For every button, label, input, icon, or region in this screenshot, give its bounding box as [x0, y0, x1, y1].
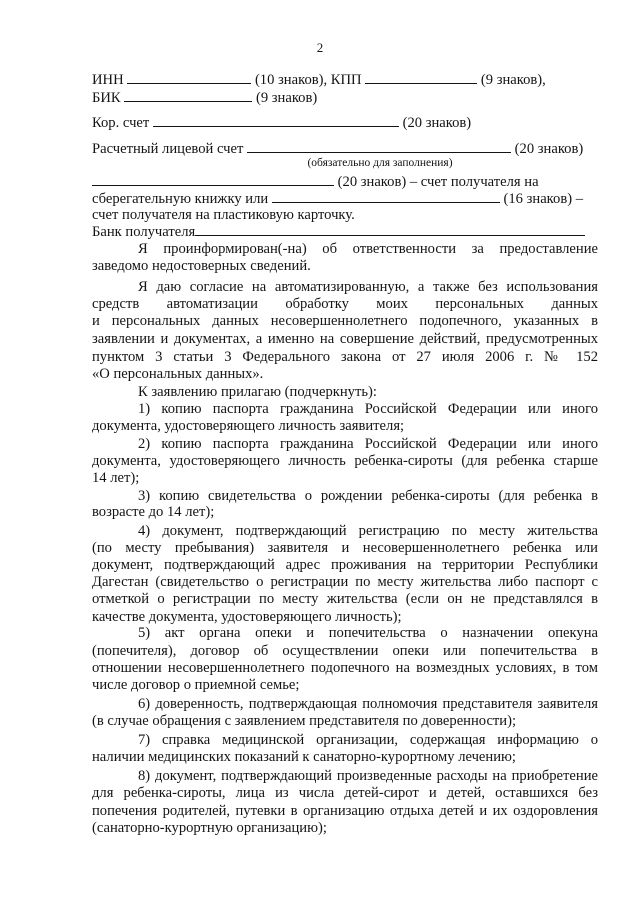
inn-label: ИНН	[92, 72, 128, 88]
body-line: наличии медицинских показаний к санаторно-курортному лечению;	[92, 749, 516, 765]
body-line: 1) копию паспорта гражданина Российской Федерации или иного	[138, 401, 598, 417]
savings-book-label: сберегательную книжку или	[92, 191, 272, 207]
body-line: отношении несовершеннолетнего подопечного на возмездных условиях, в том	[92, 660, 598, 676]
body-line: 5) акт органа опеки и попечительства о назначении опекуна	[138, 625, 598, 641]
body-line: (санаторно-курортную организацию);	[92, 820, 327, 836]
bank-field[interactable]	[195, 222, 585, 236]
required-note: (обязательно для заполнения)	[307, 157, 453, 169]
body-line: 4) документ, подтверждающий регистрацию по месту жительства	[138, 523, 598, 539]
kor-field[interactable]	[153, 113, 399, 127]
body-line: средств автоматизации обработку моих персональных данных	[92, 296, 598, 312]
body-line: отметкой о регистрации по месту жительства (если он не представлялся в	[92, 591, 598, 607]
body-line: числе договор о приемной семье;	[92, 677, 300, 693]
body-line: 14 лет);	[92, 470, 140, 486]
body-line: «О персональных данных».	[92, 366, 264, 382]
body-line: пунктом 3 статьи 3 Федерального закона от 27 июля 2006 г. № 152	[92, 349, 598, 365]
body-line: и персональных данных несовершеннолетнего подопечного, указанных в	[92, 313, 598, 329]
rasch-field[interactable]	[247, 139, 511, 153]
card-length-label: (16 знаков) –	[503, 191, 584, 207]
bik-length-label: (9 знаков)	[255, 90, 318, 106]
body-line: К заявлению прилагаю (подчеркнуть):	[138, 384, 377, 400]
body-line: 7) справка медицинской организации, содержащая информацию о	[138, 732, 598, 748]
body-line: Я проинформирован(-на) об ответственности за предоставление	[138, 241, 598, 257]
savings-line-text: (20 знаков) – счет получателя на	[337, 174, 539, 190]
body-line: заведомо недостоверных сведений.	[92, 258, 311, 274]
inn-kpp-line	[92, 70, 598, 89]
rasch-label: Расчетный лицевой счет	[92, 141, 248, 157]
body-line: 6) доверенность, подтверждающая полномочия представителя заявителя	[138, 696, 598, 712]
body-line: попечения родителей, путевки в организацию отдыха детей и их оздоровления	[92, 803, 598, 819]
kor-label: Кор. счет	[92, 115, 153, 131]
kpp-length-label: (9 знаков),	[480, 72, 546, 88]
inn-kpp-label: (10 знаков), КПП	[254, 72, 366, 88]
body-line: документа, удостоверяющего личность заявителя;	[92, 418, 405, 434]
bank-label: Банк получателя	[92, 224, 196, 240]
rasch-length-label: (20 знаков)	[514, 141, 584, 157]
bik-field[interactable]	[124, 88, 252, 102]
body-line: документа, удостоверяющего личность ребенка-сироты (для ребенка старше	[92, 453, 598, 469]
inn-field[interactable]	[127, 70, 251, 84]
bik-label: БИК	[92, 90, 125, 106]
kor-length-label: (20 знаков)	[402, 115, 472, 131]
body-line: Дагестан (свидетельство о регистрации по месту жительства либо паспорт с	[92, 574, 598, 590]
bank-line	[92, 222, 598, 241]
page-number: 2	[316, 40, 324, 55]
kpp-field[interactable]	[365, 70, 477, 84]
card-line: счет получателя на пластиковую карточку.	[92, 207, 355, 223]
body-line: документ, подтверждающий адрес проживания на территории Республики	[92, 557, 598, 573]
body-line: 3) копию свидетельства о рождении ребенка-сироты (для ребенка в	[138, 488, 598, 504]
body-line: 2) копию паспорта гражданина Российской Федерации или иного	[138, 436, 598, 452]
body-line: качестве документа, удостоверяющего личность);	[92, 609, 402, 625]
savings-account-field[interactable]	[92, 172, 334, 186]
body-line: Я даю согласие на автоматизированную, а также без использования	[138, 279, 598, 295]
card-account-field[interactable]	[272, 189, 500, 203]
bik-line	[92, 88, 598, 107]
body-line: (попечителя), договор об осуществлении опеки или попечительства в	[92, 643, 598, 659]
kor-line	[92, 113, 598, 132]
body-line: (в случае обращения с заявлением представителя по доверенности);	[92, 713, 517, 729]
body-line: 8) документ, подтверждающий произведенные расходы на приобретение	[138, 768, 598, 784]
body-line: (по месту пребывания) заявителя и несовершеннолетнего ребенка или	[92, 540, 598, 556]
body-line: заявлении и документах, а именно на совершение действий, предусмотренных	[92, 331, 598, 347]
body-line: возрасте до 14 лет);	[92, 504, 215, 520]
body-line: для ребенка-сироты, лица из числа детей-сирот и детей, оставшихся без	[92, 785, 598, 801]
rasch-line	[92, 139, 598, 158]
